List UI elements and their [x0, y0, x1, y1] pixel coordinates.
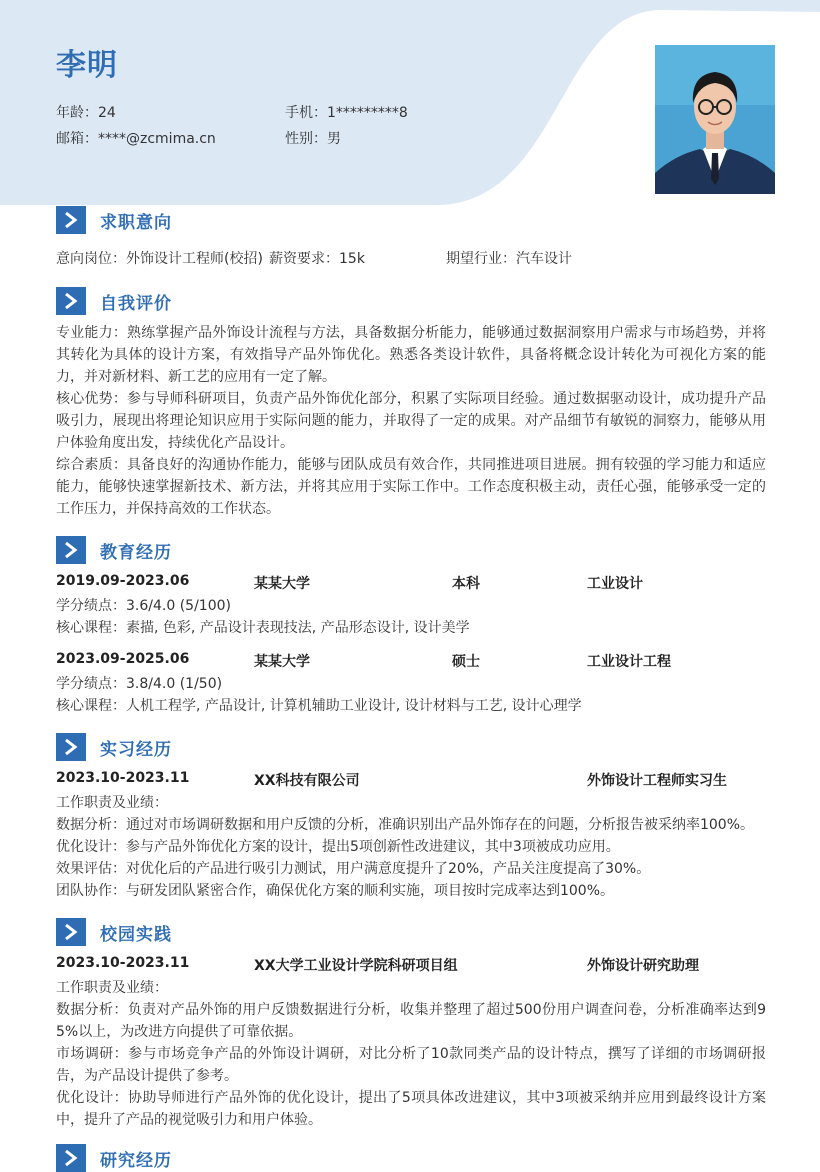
intern-item: 效果评估：对优化后的产品进行吸引力测试，用户满意度提升了20%，产品关注度提高了30%。 [56, 861, 651, 877]
campus-duty-label: 工作职责及业绩： [56, 980, 168, 996]
section-title: 求职意向 [100, 212, 172, 233]
campus-item: 数据分析：负责对产品外饰的用户反馈数据进行分析，收集并整理了超过500份用户调查问卷，分析准确率达到95%以上，为改进方向提供了可靠依据。 [56, 1002, 766, 1040]
intern-company: XX科技有限公司 [254, 773, 360, 789]
chevron-right-icon [56, 918, 86, 946]
self-eval-professional: 专业能力：熟练掌握产品外饰设计流程与方法，具备数据分析能力，能够通过数据洞察用户需求与市场趋势，并将其转化为具体的设计方案，有效指导产品外饰优化。熟悉各类设计软件，具备将概念设计转化为可视化方案的能力，并对新材料、新工艺的应用有一定了解。 [56, 325, 766, 385]
chevron-right-icon [56, 1144, 86, 1172]
edu-degree: 本科 [452, 576, 480, 592]
campus-item: 优化设计：协助导师进行产品外饰的优化设计，提出了5项具体改进建议，其中3项被采纳并应用到最终设计方案中，提升了产品的视觉吸引力和用户体验。 [56, 1090, 766, 1128]
edu-courses: 核心课程：素描, 色彩, 产品设计表现技法, 产品形态设计, 设计美学 [56, 620, 470, 636]
edu-major: 工业设计 [587, 576, 643, 592]
campus-date: 2023.10-2023.11 [56, 955, 190, 971]
section-title: 实习经历 [100, 739, 172, 760]
candidate-name: 李明 [56, 48, 118, 83]
section-title: 研究经历 [100, 1150, 172, 1171]
self-eval-overall: 综合素质：具备良好的沟通协作能力，能够与团队成员有效合作，共同推进项目进展。拥有较强的学习能力和适应能力，能够快速掌握新技术、新方法，并将其应用于实际工作中。工作态度积极主动，责任心强，能够承受一定的工作压力，并保持高效的工作状态。 [56, 457, 766, 517]
section-header-intent [56, 206, 172, 234]
intent-position: 意向岗位：外饰设计工程师(校招) [56, 251, 263, 267]
intern-role: 外饰设计工程师实习生 [587, 773, 727, 789]
edu-school: 某某大学 [254, 654, 310, 670]
edu-gpa: 学分绩点：3.8/4.0 (1/50) [56, 676, 223, 692]
chevron-right-icon [56, 206, 86, 234]
section-header-internship [56, 733, 172, 761]
campus-item: 市场调研：参与市场竞争产品的外饰设计调研，对比分析了10款同类产品的设计特点，撰写了详细的市场调研报告，为产品设计提供了参考。 [56, 1046, 766, 1084]
section-header-research [56, 1144, 172, 1172]
intern-date: 2023.10-2023.11 [56, 770, 190, 786]
section-title: 教育经历 [100, 542, 172, 563]
campus-org: XX大学工业设计学院科研项目组 [254, 958, 458, 974]
self-eval-strengths: 核心优势：参与导师科研项目，负责产品外饰优化部分，积累了实际项目经验。通过数据驱动设计，成功提升产品吸引力，展现出将理论知识应用于实际问题的能力，并取得了一定的成果。对产品细节有敏锐的洞察力，能够从用户体验角度出发，持续优化产品设计。 [56, 391, 766, 451]
intern-item: 团队协作：与研发团队紧密合作，确保优化方案的顺利实施，项目按时完成率达到100%。 [56, 883, 615, 899]
gender-info: 性别：男 [285, 131, 341, 147]
edu-gpa: 学分绩点：3.6/4.0 (5/100) [56, 598, 231, 614]
intent-industry: 期望行业：汽车设计 [446, 251, 572, 267]
chevron-right-icon [56, 733, 86, 761]
intern-item: 优化设计：参与产品外饰优化方案的设计，提出5项创新性改进建议，其中3项被成功应用。 [56, 839, 620, 855]
intern-item: 数据分析：通过对市场调研数据和用户反馈的分析，准确识别出产品外饰存在的问题，分析报告被采纳率100%。 [56, 817, 755, 833]
section-title: 自我评价 [100, 293, 172, 314]
chevron-right-icon [56, 287, 86, 315]
age-info: 年龄：24 [56, 105, 116, 121]
section-header-self-eval [56, 287, 172, 315]
phone-info: 手机：1*********8 [285, 105, 408, 121]
edu-school: 某某大学 [254, 576, 310, 592]
edu-date: 2023.09-2025.06 [56, 651, 190, 667]
edu-major: 工业设计工程 [587, 654, 671, 670]
edu-courses: 核心课程：人机工程学, 产品设计, 计算机辅助工业设计, 设计材料与工艺, 设计心理学 [56, 698, 582, 714]
email-info: 邮箱：****@zcmima.cn [56, 131, 216, 147]
campus-role: 外饰设计研究助理 [587, 958, 699, 974]
section-header-campus [56, 918, 172, 946]
profile-photo [655, 45, 775, 194]
chevron-right-icon [56, 536, 86, 564]
section-header-education [56, 536, 172, 564]
intent-salary: 薪资要求：15k [269, 251, 365, 267]
intern-duty-label: 工作职责及业绩： [56, 795, 168, 811]
section-title: 校园实践 [100, 924, 172, 945]
edu-degree: 硕士 [452, 654, 480, 670]
edu-date: 2019.09-2023.06 [56, 573, 190, 589]
